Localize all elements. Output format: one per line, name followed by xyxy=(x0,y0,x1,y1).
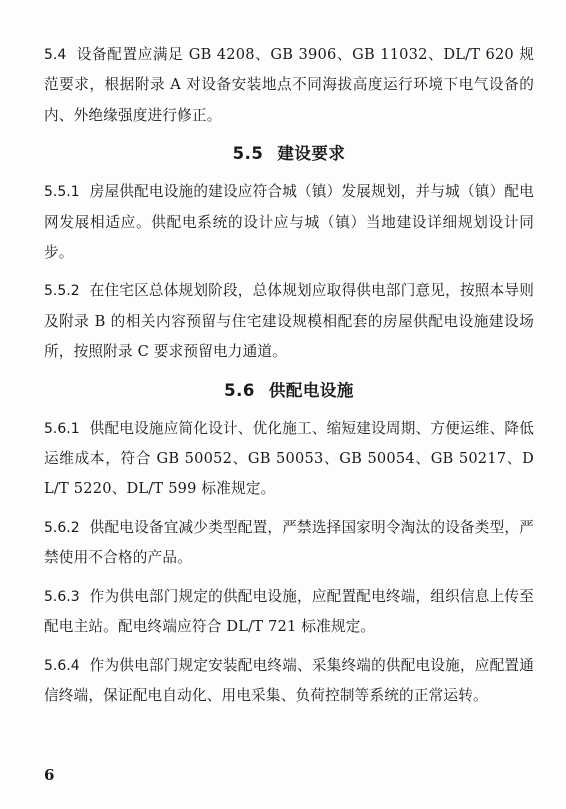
clause-number: 5.4 xyxy=(44,47,67,63)
section-number: 5.5 xyxy=(232,144,264,164)
page-number: 6 xyxy=(44,766,55,784)
clause-text: 作为供电部门规定安装配电终端、采集终端的供配电设施，应配置通信终端，保证配电自动化、用电采集、负荷控制等系统的正常运转。 xyxy=(44,656,534,704)
clause-5-6-3 xyxy=(44,582,534,643)
section-heading-5-6 xyxy=(44,376,534,406)
section-title: 建设要求 xyxy=(277,144,346,164)
section-title: 供配电设施 xyxy=(268,380,354,400)
clause-text: 设备配置应满足 GB 4208、GB 3906、GB 11032、DL/T 620 规范要求，根据附录 A 对设备安装地点不同海拔高度运行环境下电气设备的内、外绝缘强度进行修正。 xyxy=(44,46,534,124)
clause-5-4 xyxy=(44,40,534,131)
clause-text: 供配电设备宜减少类型配置，严禁选择国家明令淘汰的设备类型，严禁使用不合格的产品。 xyxy=(44,518,534,567)
clause-5-6-1 xyxy=(44,414,534,505)
clause-number: 5.6.4 xyxy=(44,657,80,674)
clause-5-6-4 xyxy=(44,651,534,712)
clause-5-5-1 xyxy=(44,177,534,268)
clause-text: 在住宅区总体规划阶段，总体规划应取得供电部门意见，按照本导则及附录 B 的相关内容预留与住宅建设规模相配套的房屋供配电设施建设场所，按照附录 C 要求预留电力通道。 xyxy=(44,282,534,361)
clause-number: 5.5.2 xyxy=(44,283,80,300)
clause-text: 供配电设施应简化设计、优化施工、缩短建设周期、方便运维、降低运维成本，符合 GB 50052、GB 50053、GB 50054、GB 50217、DL/T 5220、DL/T 599 标准规定。 xyxy=(44,419,534,498)
clause-5-6-2 xyxy=(44,513,534,574)
section-number: 5.6 xyxy=(224,380,255,400)
clause-number: 5.6.2 xyxy=(44,519,80,536)
clause-5-5-2 xyxy=(44,276,534,367)
page-content xyxy=(44,40,534,719)
clause-number: 5.6.3 xyxy=(44,588,80,605)
section-heading-5-5 xyxy=(44,139,534,169)
clause-text: 房屋供配电设施的建设应符合城（镇）发展规划，并与城（镇）配电网发展相适应。供配电系统的设计应与城（镇）当地建设详细规划设计同步。 xyxy=(44,183,534,262)
clause-number: 5.6.1 xyxy=(44,420,80,437)
clause-number: 5.5.1 xyxy=(44,184,80,201)
clause-text: 作为供电部门规定的供配电设施，应配置配电终端，组织信息上传至配电主站。配电终端应符合 DL/T 721 标准规定。 xyxy=(44,587,534,636)
